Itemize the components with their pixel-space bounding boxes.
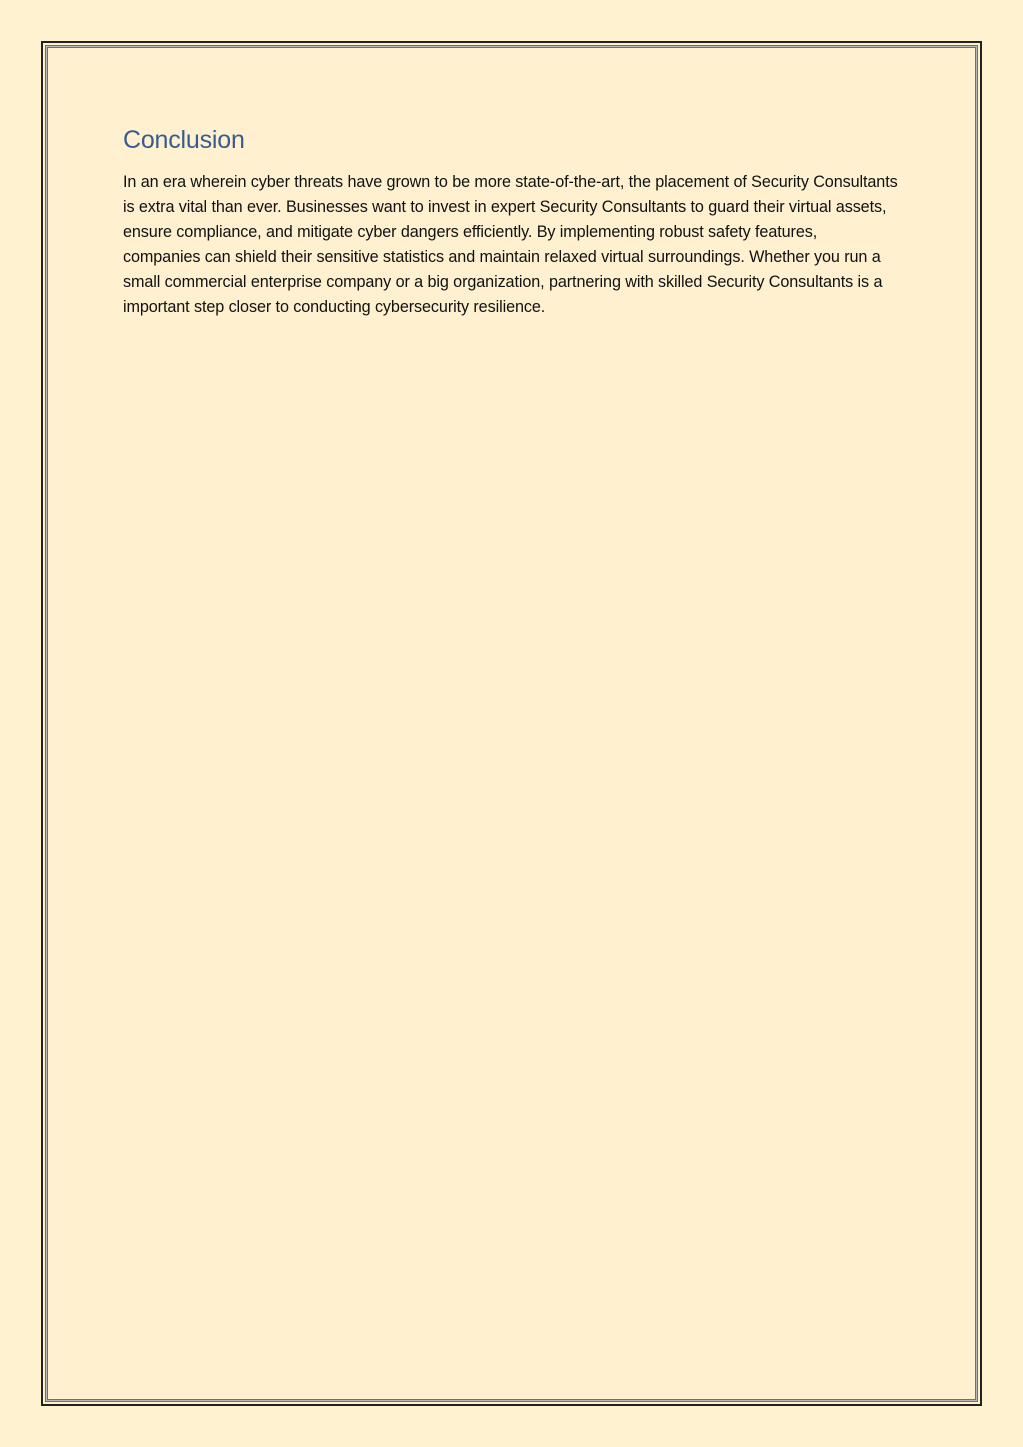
conclusion-paragraph: In an era wherein cyber threats have grown to be more state-of-the-art, the placement of Security Consultants is extra vital than ever. Businesses want to invest in expert Security Consultants to guard their virtual assets, ensure compliance, and mitigate cyber dangers efficiently. By implementing robust safety features, companies can shield their sensitive statistics and maintain relaxed virtual surroundings. Whether you run a small commercial enterprise company or a big organization, partnering with skilled Security Consultants is a important step closer to conducting cybersecurity resilience. xyxy=(123,173,898,316)
document-content xyxy=(123,124,898,320)
section-title: Conclusion xyxy=(123,126,245,154)
